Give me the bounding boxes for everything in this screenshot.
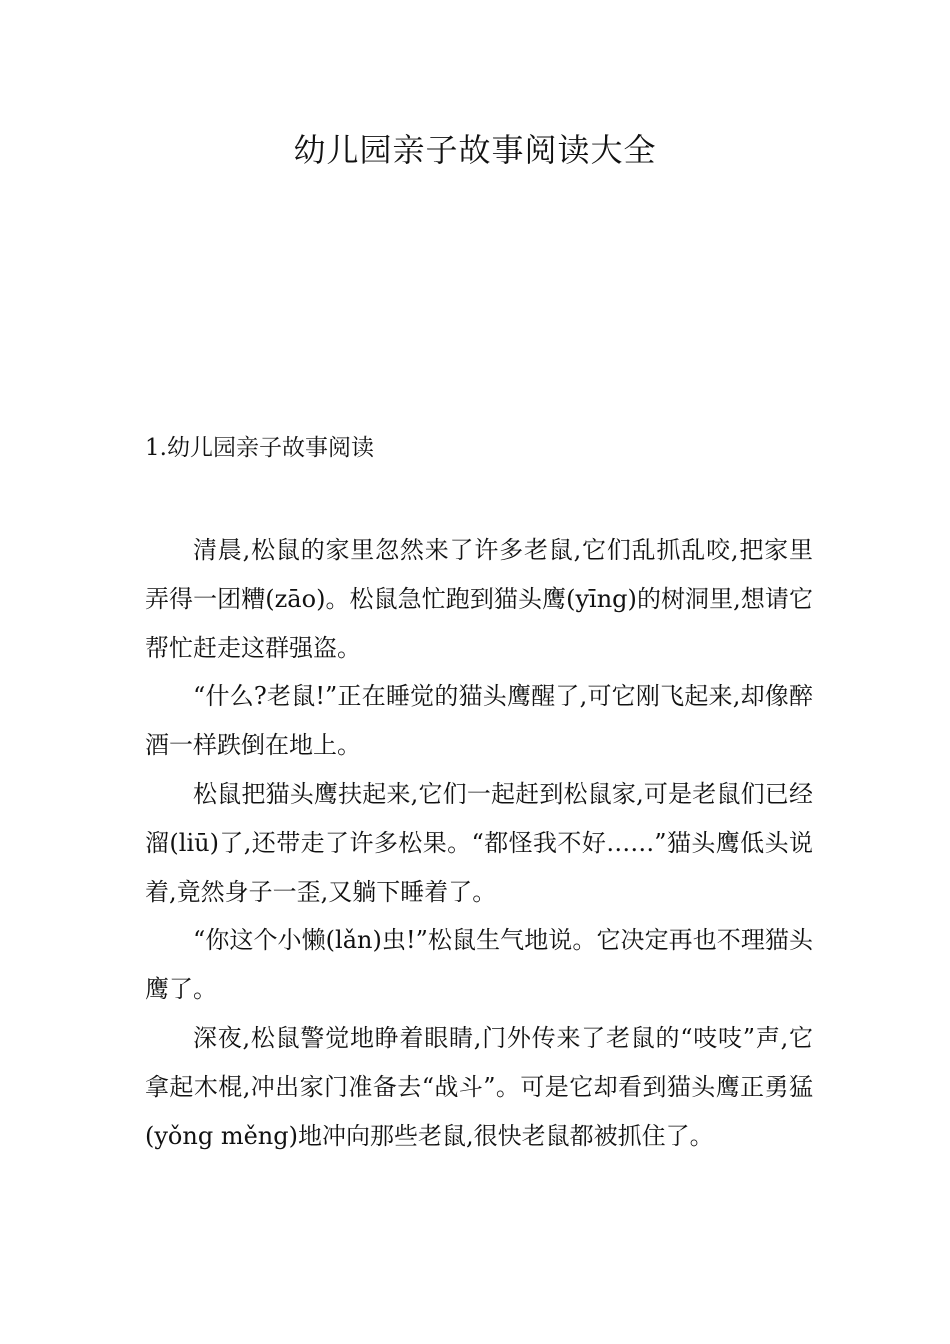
paragraph: “什么?老鼠!”正在睡觉的猫头鹰醒了,可它刚飞起来,却像醉酒一样跌倒在地上。 [145, 682, 813, 760]
document-title: 幼儿园亲子故事阅读大全 [293, 131, 657, 169]
section-heading: 1.幼儿园亲子故事阅读 [145, 435, 374, 461]
paragraph: 清晨,松鼠的家里忽然来了许多老鼠,它们乱抓乱咬,把家里弄得一团糟(zāo)。松鼠急忙跑到猫头鹰(yīng)的树洞里,想请它帮忙赶走这群强盗。 [145, 536, 813, 662]
paragraph: 深夜,松鼠警觉地睁着眼睛,门外传来了老鼠的“吱吱”声,它拿起木棍,冲出家门准备去“战斗”。可是它却看到猫头鹰正勇猛(yǒng měng)地冲向那些老鼠,很快老鼠都被抓住了。 [145, 1023, 813, 1150]
paragraph: 松鼠把猫头鹰扶起来,它们一起赶到松鼠家,可是老鼠们已经溜(liū)了,还带走了许多松果。“都怪我不好……”猫头鹰低头说着,竟然身子一歪,又躺下睡着了。 [145, 779, 813, 906]
story-body [145, 526, 813, 1160]
paragraph: “你这个小懒(lǎn)虫!”松鼠生气地说。它决定再也不理猫头鹰了。 [145, 926, 813, 1004]
